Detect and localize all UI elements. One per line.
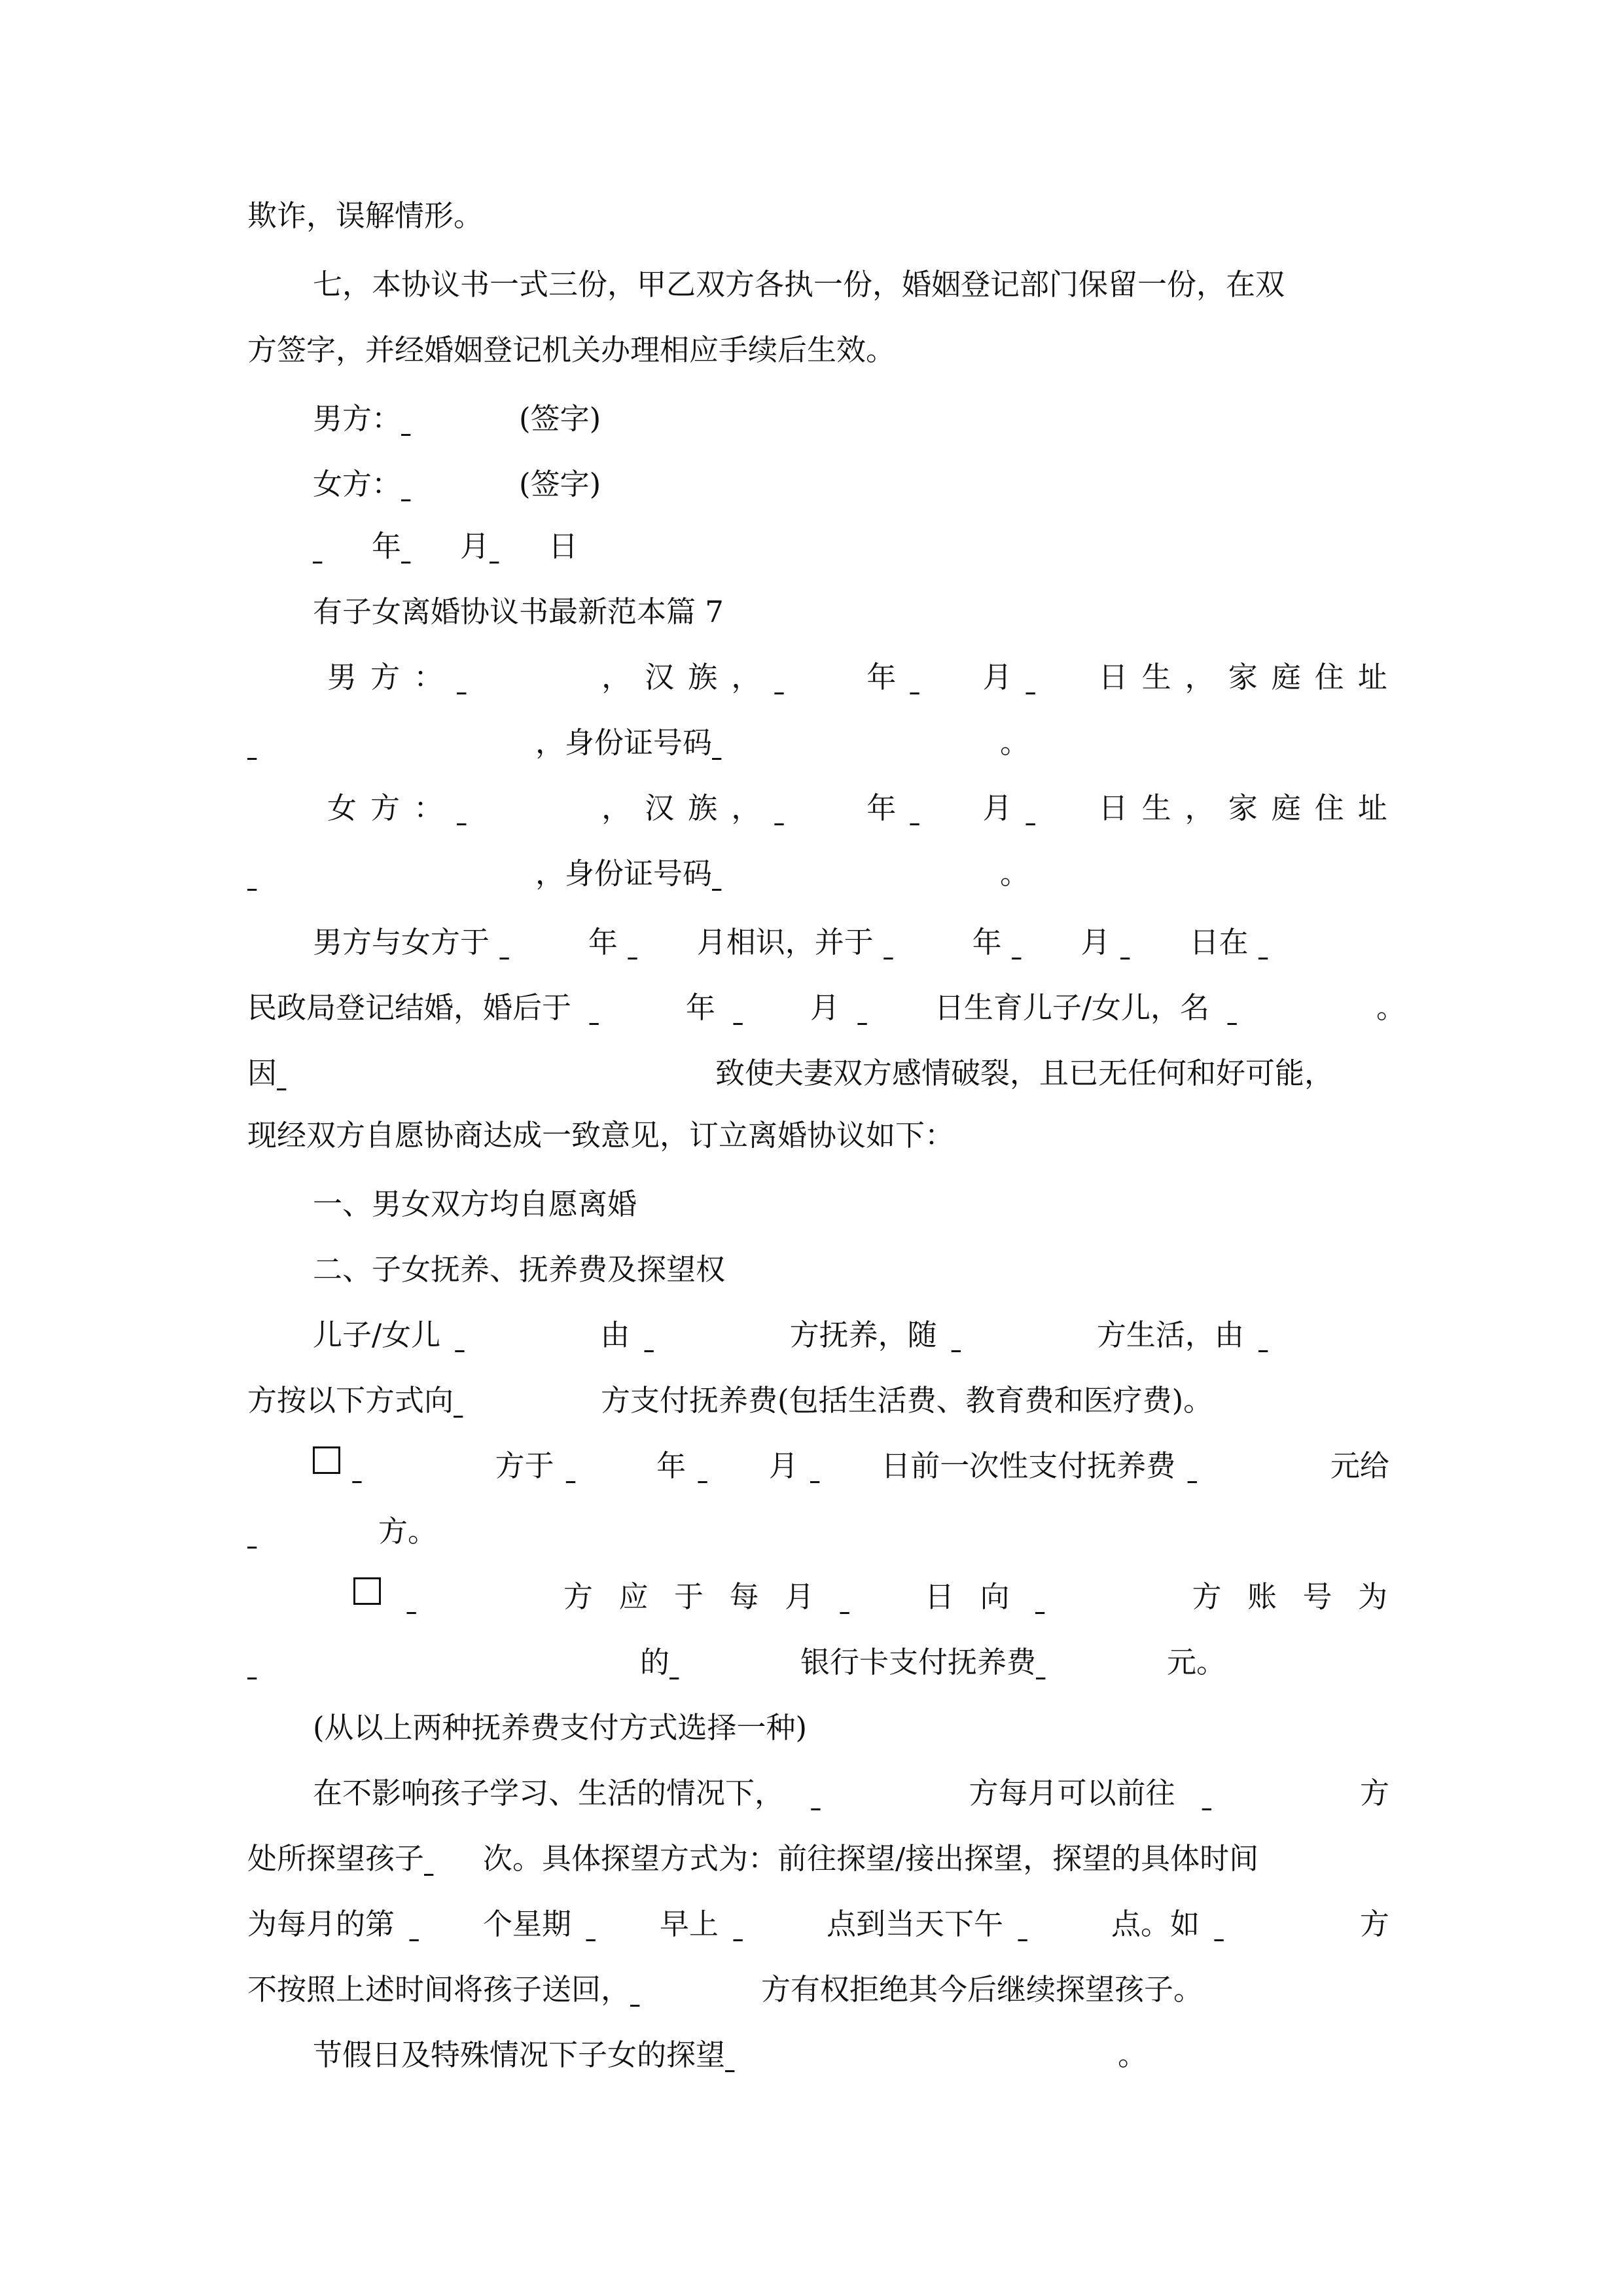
fill-in-blank[interactable] xyxy=(352,1446,483,1486)
fill-in-blank[interactable] xyxy=(1120,923,1179,962)
text-segment: 男方： xyxy=(313,401,402,436)
clause-seven: 七，本协议书一式三份，甲乙双方各执一份，婚姻登记部门保留一份，在双 xyxy=(313,267,1285,302)
text-segment: 方 xyxy=(563,1579,593,1614)
text-line: 欺诈，误解情形。 xyxy=(247,198,484,233)
text-segment: 早上 xyxy=(659,1907,719,1941)
female-signature-line xyxy=(313,465,1389,504)
custody-line-1 xyxy=(313,1316,1389,1355)
text-segment: 月 xyxy=(810,990,840,1025)
text-segment: 日 xyxy=(548,529,579,564)
marriage-line-2 xyxy=(247,988,1406,1028)
fill-in-blank[interactable] xyxy=(810,1446,869,1486)
text-segment: 号 xyxy=(1302,1579,1332,1614)
text-segment: 庭 xyxy=(1271,660,1301,694)
male-signature-line xyxy=(313,399,1389,439)
text-segment: 因 xyxy=(247,1056,277,1090)
text-line: 方签字，并经婚姻登记机关办理相应手续后生效。 xyxy=(247,332,896,367)
text-segment: 。 xyxy=(1118,2037,1148,2072)
text-segment: 的 xyxy=(640,1645,670,1679)
holiday-visitation-line xyxy=(313,2036,1389,2075)
fill-in-blank[interactable] xyxy=(733,988,792,1028)
text-segment: 。 xyxy=(1000,856,1030,891)
fill-in-blank[interactable] xyxy=(589,988,668,1028)
text-segment: 元给 xyxy=(1330,1448,1389,1483)
text-segment: 点。如 xyxy=(1111,1907,1200,1941)
text-segment: 日 xyxy=(1098,791,1128,825)
text-segment: 住 xyxy=(1314,791,1344,825)
signature-blank[interactable] xyxy=(401,465,519,504)
text-segment: 年 xyxy=(372,529,402,564)
fill-in-blank[interactable] xyxy=(1214,1905,1345,1944)
text-segment: 方有权拒绝其今后继续探望孩子。 xyxy=(761,1972,1204,2007)
fill-in-blank[interactable] xyxy=(669,1643,800,1682)
fill-in-blank[interactable] xyxy=(499,923,578,962)
visitation-line-3 xyxy=(247,1905,1389,1944)
fill-in-blank[interactable] xyxy=(840,1577,899,1617)
text-segment: ， xyxy=(731,791,761,825)
text-segment: 男方与女方于 xyxy=(313,925,490,960)
signature-blank[interactable] xyxy=(401,399,519,439)
female-info-line xyxy=(327,789,1387,828)
text-segment: 汉 xyxy=(645,791,675,825)
text-segment: 生 xyxy=(1141,660,1171,694)
text-segment: 址 xyxy=(1357,791,1387,825)
fill-in-blank[interactable] xyxy=(1188,1446,1319,1486)
text-segment: 。 xyxy=(1376,990,1406,1025)
text-segment: (签字) xyxy=(519,401,601,436)
marriage-line-3 xyxy=(247,1054,1389,1093)
text-segment: ， xyxy=(731,660,761,694)
text-segment: 月 xyxy=(982,791,1012,825)
fill-in-blank[interactable] xyxy=(247,723,535,762)
text-segment: 元。 xyxy=(1167,1645,1226,1679)
fill-in-blank[interactable] xyxy=(628,923,687,962)
text-segment: 方每月可以前往 xyxy=(969,1776,1175,1810)
fill-in-blank[interactable] xyxy=(857,988,916,1028)
female-id-line xyxy=(247,854,1389,893)
text-segment: 方 xyxy=(1192,1579,1222,1614)
month-blank[interactable] xyxy=(401,527,460,566)
text-segment: 由 xyxy=(600,1318,630,1352)
fill-in-blank[interactable] xyxy=(883,923,962,962)
text-segment: 年 xyxy=(656,1448,687,1483)
visitation-line-1 xyxy=(313,1774,1389,1813)
text-segment: 。 xyxy=(1000,725,1030,760)
marriage-line-1 xyxy=(313,923,1389,962)
text-segment: ， xyxy=(1185,660,1215,694)
text-segment: 在不影响孩子学习、生活的情况下， xyxy=(313,1776,785,1810)
text-segment: 日 xyxy=(1098,660,1128,694)
text-segment: 住 xyxy=(1314,660,1344,694)
fill-in-blank[interactable] xyxy=(712,723,1000,762)
text-segment: 方 xyxy=(370,791,401,825)
visitation-line-2 xyxy=(247,1839,1389,1878)
custody-line-2 xyxy=(247,1381,1389,1420)
text-segment: 为 xyxy=(1357,1579,1387,1614)
text-segment: ， xyxy=(601,791,632,825)
text-segment: 年 xyxy=(588,925,618,960)
text-segment: ： xyxy=(414,791,444,825)
fill-in-blank[interactable] xyxy=(424,1839,483,1878)
checkbox[interactable] xyxy=(313,1446,340,1474)
fill-in-blank[interactable] xyxy=(698,1446,757,1486)
text-segment: ， xyxy=(601,660,632,694)
fill-in-blank[interactable] xyxy=(454,1381,601,1420)
text-segment: 女方： xyxy=(313,467,402,501)
fill-in-blank[interactable] xyxy=(811,1774,942,1813)
text-segment: 方于 xyxy=(495,1448,554,1483)
text-segment: 月 xyxy=(784,1579,814,1614)
section-title: 有子女离婚协议书最新范本篇 7 xyxy=(313,594,724,629)
text-segment: (签字) xyxy=(519,467,601,501)
text-segment: 生 xyxy=(1141,791,1171,825)
text-segment: 方 xyxy=(370,660,401,694)
text-segment: 次。具体探望方式为：前往探望/接出探望，探望的具体时间 xyxy=(483,1841,1259,1876)
text-segment: 方 xyxy=(1359,1776,1389,1810)
text-segment: 庭 xyxy=(1271,791,1301,825)
payment-option-2 xyxy=(353,1577,1387,1617)
text-segment: 月 xyxy=(1080,925,1111,960)
fill-in-blank[interactable] xyxy=(1012,923,1071,962)
fill-in-blank[interactable] xyxy=(410,1905,469,1944)
fill-in-blank[interactable] xyxy=(247,1643,640,1682)
text-segment: 年 xyxy=(972,925,1002,960)
fill-in-blank[interactable] xyxy=(406,1577,537,1617)
article-one: 一、男女双方均自愿离婚 xyxy=(313,1187,637,1221)
fill-in-blank[interactable] xyxy=(1258,923,1389,962)
fill-in-blank[interactable] xyxy=(1202,1774,1333,1813)
fill-in-blank[interactable] xyxy=(910,789,969,828)
fill-in-blank[interactable] xyxy=(1258,1316,1389,1355)
fill-in-blank[interactable] xyxy=(1035,1577,1166,1617)
fill-in-blank[interactable] xyxy=(645,1316,776,1355)
visitation-line-4 xyxy=(247,1970,1389,2009)
text-segment: 日 xyxy=(924,1579,954,1614)
text-segment: 日前一次性支付抚养费 xyxy=(881,1448,1176,1483)
text-segment: 节假日及特殊情况下子女的探望 xyxy=(313,2037,726,2072)
text-segment: 方按以下方式向 xyxy=(247,1383,454,1418)
text-segment: 方支付抚养费(包括生活费、教育费和医疗费)。 xyxy=(601,1383,1213,1418)
fill-in-blank[interactable] xyxy=(774,789,853,828)
text-segment: 族 xyxy=(688,791,718,825)
text-segment: 月 xyxy=(982,660,1012,694)
fill-in-blank[interactable] xyxy=(1018,1905,1096,1944)
text-segment: 男 xyxy=(327,660,357,694)
text-segment: 个星期 xyxy=(482,1907,571,1941)
text-segment: 致使夫妻双方感情破裂，且已无任何和好可能， xyxy=(715,1056,1334,1090)
checkbox[interactable] xyxy=(353,1577,381,1605)
text-segment: 民政局登记结婚，婚后于 xyxy=(247,990,572,1025)
text-segment: 日生育儿子/女儿，名 xyxy=(934,990,1210,1025)
text-segment: 年 xyxy=(866,660,897,694)
fill-in-blank[interactable] xyxy=(630,1970,761,2009)
text-segment: 日在 xyxy=(1189,925,1249,960)
day-blank[interactable] xyxy=(490,527,548,566)
text-segment: ，身份证号码 xyxy=(535,856,713,891)
text-segment: 处所探望孩子 xyxy=(247,1841,425,1876)
male-info-line xyxy=(327,658,1387,697)
text-segment: 每 xyxy=(729,1579,759,1614)
text-segment: 月相识，并于 xyxy=(696,925,874,960)
text-segment: ， xyxy=(1185,791,1215,825)
fill-in-blank[interactable] xyxy=(910,658,969,697)
year-blank[interactable] xyxy=(313,527,372,566)
text-segment: 方生活，由 xyxy=(1096,1318,1244,1352)
text-segment: 不按照上述时间将孩子送回， xyxy=(247,1972,631,2007)
payment-option-2-end xyxy=(247,1643,1389,1682)
fill-in-blank[interactable] xyxy=(712,854,1000,893)
text-segment: 汉 xyxy=(645,660,675,694)
fill-in-blank[interactable] xyxy=(457,658,588,697)
fill-in-blank[interactable] xyxy=(1228,988,1359,1028)
text-segment: 女 xyxy=(327,791,357,825)
fill-in-blank[interactable] xyxy=(277,1054,715,1093)
fill-in-blank[interactable] xyxy=(774,658,853,697)
fill-in-blank[interactable] xyxy=(586,1905,645,1944)
fill-in-blank[interactable] xyxy=(952,1316,1082,1355)
fill-in-blank[interactable] xyxy=(1036,1643,1167,1682)
fill-in-blank[interactable] xyxy=(247,1512,378,1551)
fill-in-blank[interactable] xyxy=(455,1316,586,1355)
fill-in-blank[interactable] xyxy=(566,1446,645,1486)
text-segment: 家 xyxy=(1228,791,1258,825)
text-segment: 月 xyxy=(768,1448,798,1483)
text-segment: 于 xyxy=(673,1579,704,1614)
text-segment: 方 xyxy=(1359,1907,1389,1941)
fill-in-blank[interactable] xyxy=(1026,789,1085,828)
text-segment: ： xyxy=(414,660,444,694)
text-segment: 向 xyxy=(980,1579,1010,1614)
text-segment: 址 xyxy=(1357,660,1387,694)
date-line xyxy=(313,527,1389,566)
male-id-line xyxy=(247,723,1389,762)
fill-in-blank[interactable] xyxy=(1026,658,1085,697)
fill-in-blank[interactable] xyxy=(725,2036,1118,2075)
text-segment: 家 xyxy=(1228,660,1258,694)
marriage-line-4: 现经双方自愿协商达成一致意见，订立离婚协议如下： xyxy=(247,1118,955,1153)
text-segment: 月 xyxy=(460,529,490,564)
payment-option-1 xyxy=(313,1446,1389,1486)
text-segment: 为每月的第 xyxy=(247,1907,395,1941)
text-segment: 儿子/女儿 xyxy=(313,1318,441,1352)
payment-note: (从以上两种抚养费支付方式选择一种) xyxy=(313,1710,808,1745)
text-segment: 年 xyxy=(866,791,897,825)
fill-in-blank[interactable] xyxy=(457,789,588,828)
text-segment: 点到当天下午 xyxy=(826,1907,1003,1941)
fill-in-blank[interactable] xyxy=(733,1905,812,1944)
text-segment: 年 xyxy=(685,990,715,1025)
article-two: 二、子女抚养、抚养费及探望权 xyxy=(313,1252,726,1287)
text-segment: 方抚养，随 xyxy=(789,1318,937,1352)
text-segment: 银行卡支付抚养费 xyxy=(800,1645,1037,1679)
text-segment: 方。 xyxy=(378,1514,438,1549)
payment-option-1-end xyxy=(247,1512,1389,1551)
text-segment: 应 xyxy=(618,1579,649,1614)
text-segment: 族 xyxy=(688,660,718,694)
text-segment: 账 xyxy=(1247,1579,1277,1614)
fill-in-blank[interactable] xyxy=(247,854,535,893)
text-segment: ，身份证号码 xyxy=(535,725,713,760)
